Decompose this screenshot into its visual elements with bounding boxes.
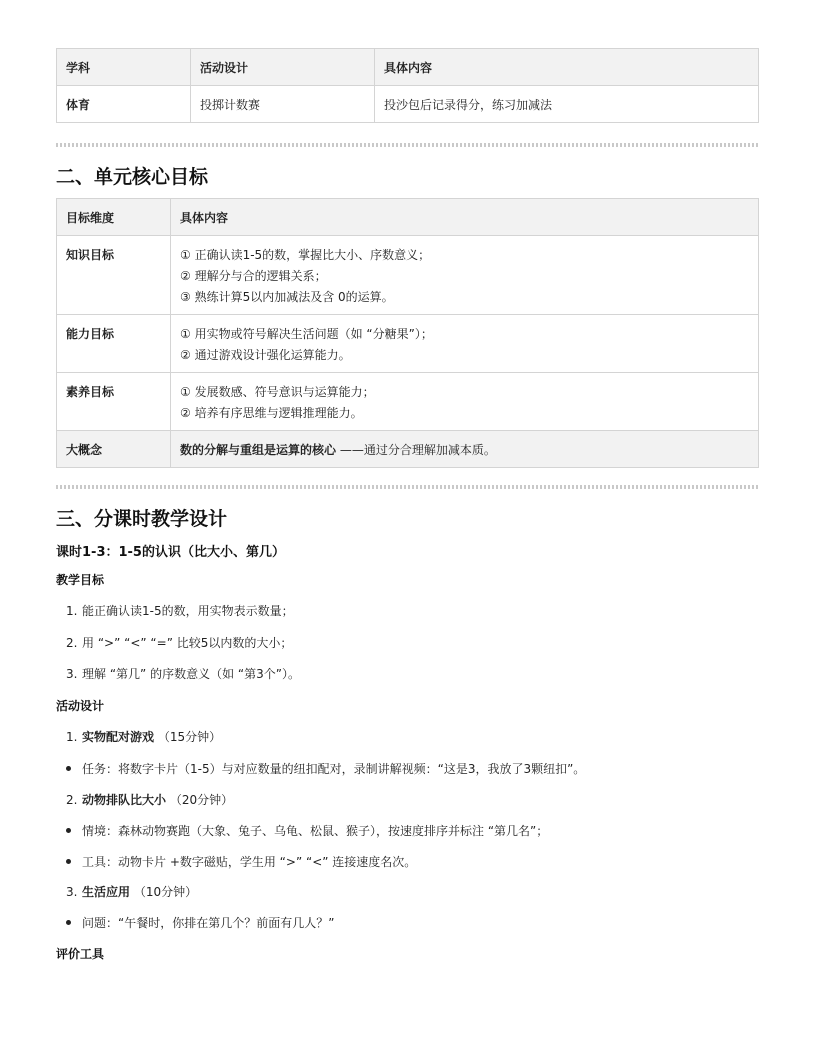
bullet-text: 任务：将数字卡片（1-5）与对应数量的纽扣配对，录制讲解视频：“这是3，我放了3颗纽扣”。 — [82, 762, 586, 776]
goal-item — [66, 602, 294, 619]
dimension-ability: 能力目标 — [57, 315, 171, 373]
lesson-title: 课时1-3：1-5的认识（比大小、第几） — [56, 545, 285, 560]
goals-label: 教学目标 — [56, 573, 105, 587]
goal-number: 1. — [66, 604, 78, 618]
evaluation-label: 评价工具 — [56, 947, 105, 961]
cell-subject: 体育 — [57, 86, 191, 123]
header-subject: 学科 — [57, 49, 191, 86]
activity-number: 3. — [66, 885, 78, 899]
detail-literacy — [171, 373, 759, 431]
detail-ability — [171, 315, 759, 373]
big-idea-rest: ——通过分合理解加减本质。 — [336, 443, 496, 457]
detail-knowledge — [171, 236, 759, 315]
dimension-knowledge: 知识目标 — [57, 236, 171, 315]
bullet-dot — [66, 766, 71, 771]
big-idea-core: 数的分解与重组是运算的核心 — [180, 443, 337, 457]
goal-number: 2. — [66, 636, 78, 650]
detail-line: ② 理解分与合的逻辑关系； — [180, 269, 327, 283]
bullet-text: 问题：“午餐时，你排在第几个？前面有几人？” — [82, 916, 335, 930]
activity-bullet — [66, 822, 548, 839]
activity-number: 2. — [66, 793, 78, 807]
table-header-row — [57, 199, 759, 236]
activity-bullet — [66, 914, 334, 931]
activity-time: （15分钟） — [157, 730, 222, 744]
activity-number: 1. — [66, 730, 78, 744]
bullet-dot — [66, 920, 71, 925]
goal-text: 用 “>” “<” “=” 比较5以内数的大小； — [82, 636, 293, 650]
goal-text: 能正确认读1-5的数，用实物表示数量； — [82, 604, 294, 618]
detail-line: ② 培养有序思维与逻辑推理能力。 — [180, 406, 363, 420]
goal-item — [66, 665, 300, 682]
activity-bullet — [66, 853, 416, 870]
activity-table — [56, 48, 759, 123]
activity-item — [66, 791, 233, 808]
bullet-text: 工具：动物卡片 +数字磁贴，学生用 “>” “<” 连接速度名次。 — [82, 855, 417, 869]
header-dimension: 目标维度 — [57, 199, 171, 236]
detail-line: ① 发展数感、符号意识与运算能力； — [180, 385, 375, 399]
header-detail: 具体内容 — [171, 199, 759, 236]
activity-name: 实物配对游戏 — [82, 730, 155, 744]
section-divider — [56, 143, 759, 147]
goals-table — [56, 198, 759, 468]
table-header-row — [57, 49, 759, 86]
table-row — [57, 431, 759, 468]
activity-name: 动物排队比大小 — [82, 793, 167, 807]
detail-line: ① 正确认读1-5的数，掌握比大小、序数意义； — [180, 248, 431, 262]
cell-content: 投沙包后记录得分，练习加减法 — [375, 86, 759, 123]
table-row — [57, 236, 759, 315]
cell-activity: 投掷计数赛 — [191, 86, 375, 123]
activity-time: （10分钟） — [133, 885, 198, 899]
section-2-title: 二、单元核心目标 — [56, 166, 209, 188]
table-row — [57, 315, 759, 373]
section-3-title: 三、分课时教学设计 — [56, 508, 228, 530]
activity-item — [66, 883, 197, 900]
activity-time: （20分钟） — [169, 793, 234, 807]
dimension-literacy: 素养目标 — [57, 373, 171, 431]
goal-text: 理解 “第几” 的序数意义（如 “第3个”）。 — [82, 667, 300, 681]
detail-line: ② 通过游戏设计强化运算能力。 — [180, 348, 351, 362]
activity-label: 活动设计 — [56, 699, 105, 713]
detail-big-idea — [171, 431, 759, 468]
table-row — [57, 86, 759, 123]
goal-number: 3. — [66, 667, 78, 681]
activity-bullet — [66, 760, 585, 777]
activity-item — [66, 728, 221, 745]
section-divider — [56, 485, 759, 489]
detail-line: ① 用实物或符号解决生活问题（如 “分糖果”）； — [180, 327, 433, 341]
goal-item — [66, 634, 292, 651]
header-activity: 活动设计 — [191, 49, 375, 86]
header-content: 具体内容 — [375, 49, 759, 86]
table-row — [57, 373, 759, 431]
dimension-big-idea: 大概念 — [57, 431, 171, 468]
bullet-text: 情境：森林动物赛跑（大象、兔子、乌龟、松鼠、猴子），按速度排序并标注 “第几名”； — [82, 824, 549, 838]
activity-name: 生活应用 — [82, 885, 131, 899]
bullet-dot — [66, 859, 71, 864]
bullet-dot — [66, 828, 71, 833]
detail-line: ③ 熟练计算5以内加减法及含 0的运算。 — [180, 290, 394, 304]
